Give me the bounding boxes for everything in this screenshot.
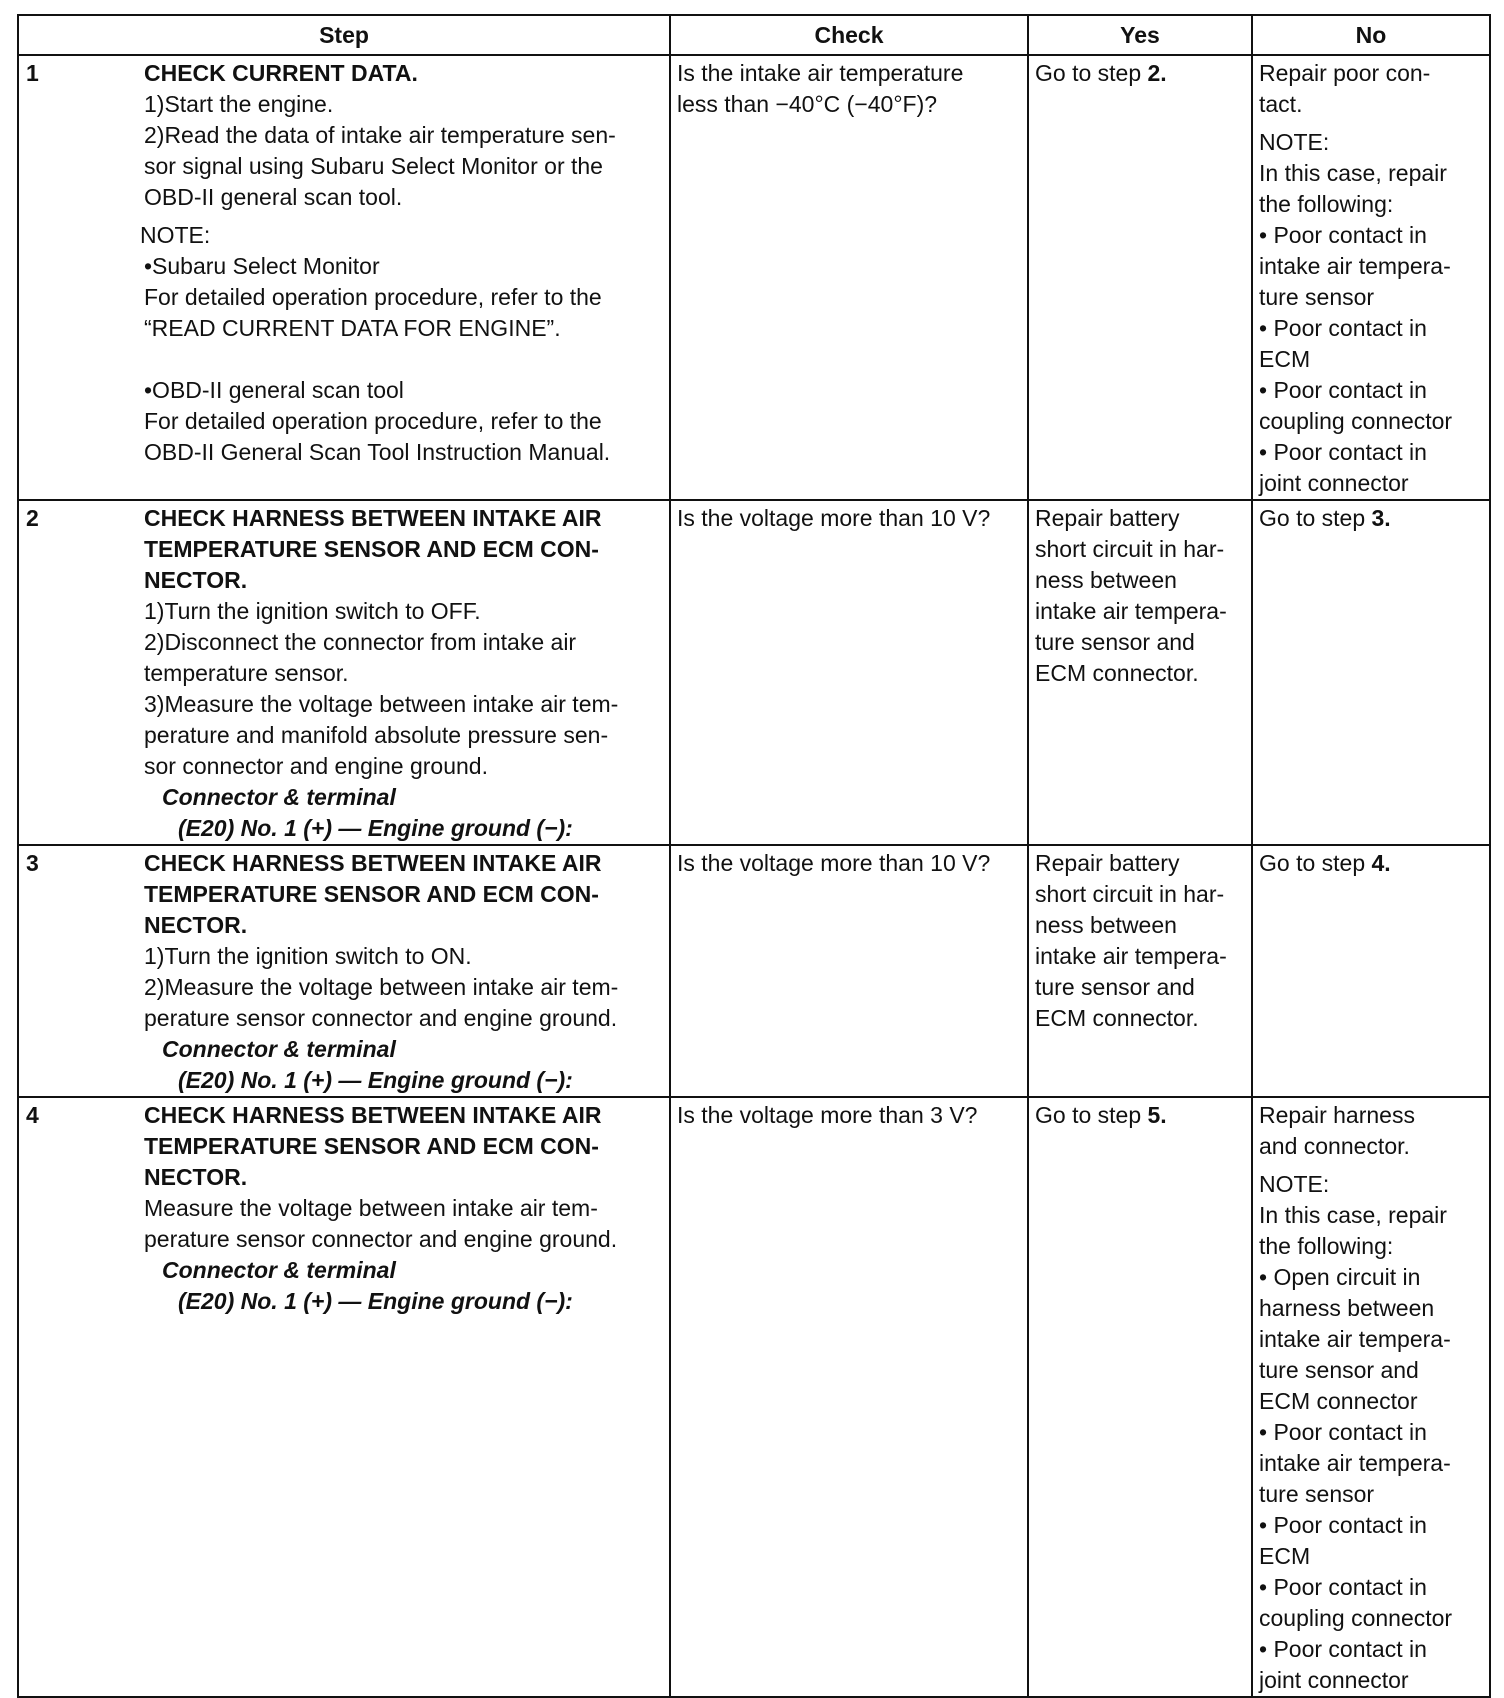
check-line: Is the voltage more than 10 V? [677, 505, 991, 531]
yes-text: Go to step [1035, 60, 1148, 86]
no-text: Go to step [1259, 505, 1372, 531]
step-cell [18, 55, 670, 500]
no-bullet: • Poor contact in [1259, 313, 1483, 344]
no-bullet-cont: ECM [1259, 1543, 1311, 1569]
header-step: Step [18, 15, 670, 55]
check-cell [670, 500, 1028, 845]
yes-line: Repair battery [1035, 505, 1180, 531]
no-bullet-cont: joint connector [1259, 1667, 1409, 1693]
step-line: OBD-II general scan tool. [144, 184, 403, 210]
table-row [18, 1097, 1490, 1697]
connector-heading: Connector & terminal [162, 1036, 396, 1062]
yes-line: short circuit in har- [1035, 881, 1225, 907]
step-title: NECTOR. [144, 1164, 248, 1190]
step-line: 1)Turn the ignition switch to OFF. [144, 598, 481, 624]
yes-text: Go to step [1035, 1102, 1148, 1128]
yes-cell [1028, 500, 1252, 845]
no-bullet-cont: coupling connector [1259, 1605, 1453, 1631]
no-note-label: NOTE: [1259, 1171, 1330, 1197]
no-bullet-cont: harness between [1259, 1295, 1435, 1321]
diagnostic-table [17, 14, 1491, 1698]
table-row [18, 845, 1490, 1097]
check-line: Is the voltage more than 3 V? [677, 1102, 978, 1128]
step-number: 3 [26, 850, 39, 876]
no-line: Repair harness [1259, 1102, 1415, 1128]
step-line: 1)Start the engine. [144, 91, 334, 117]
connector-heading: Connector & terminal [162, 784, 396, 810]
note-line: For detailed operation procedure, refer to the [144, 408, 602, 434]
step-line: perature and manifold absolute pressure sen- [144, 722, 609, 748]
no-bullet: • Poor contact in [1259, 220, 1483, 251]
step-title: NECTOR. [144, 912, 248, 938]
step-line: 1)Turn the ignition switch to ON. [144, 943, 472, 969]
check-cell [670, 1097, 1028, 1697]
step-line: perature sensor connector and engine ground. [144, 1005, 618, 1031]
step-cell [18, 845, 670, 1097]
header-row [18, 15, 1490, 55]
step-title: CHECK CURRENT DATA. [144, 60, 418, 86]
step-line: 2)Read the data of intake air temperature sen- [144, 122, 616, 148]
no-bullet: • Poor contact in [1259, 1634, 1483, 1665]
step-title: TEMPERATURE SENSOR AND ECM CON- [144, 881, 599, 907]
check-line: Is the voltage more than 10 V? [677, 850, 991, 876]
no-bullet-cont: ture sensor [1259, 284, 1375, 310]
no-cell [1252, 1097, 1490, 1697]
no-bullet: • Poor contact in [1259, 1510, 1483, 1541]
yes-line: ECM connector. [1035, 660, 1199, 686]
connector-terminal: (E20) No. 1 (+) — Engine ground (−): [178, 815, 573, 841]
step-line: sor signal using Subaru Select Monitor or the [144, 153, 603, 179]
step-number: 1 [26, 60, 39, 86]
check-cell [670, 845, 1028, 1097]
note-line: “READ CURRENT DATA FOR ENGINE”. [144, 315, 561, 341]
no-bullet-cont: coupling connector [1259, 408, 1453, 434]
connector-heading: Connector & terminal [162, 1257, 396, 1283]
yes-line: ture sensor and [1035, 974, 1195, 1000]
step-title: TEMPERATURE SENSOR AND ECM CON- [144, 1133, 599, 1159]
yes-line: ture sensor and [1035, 629, 1195, 655]
no-line: and connector. [1259, 1133, 1410, 1159]
step-line: 3)Measure the voltage between intake air tem- [144, 691, 619, 717]
table-row [18, 500, 1490, 845]
header-no: No [1252, 15, 1490, 55]
step-title: CHECK HARNESS BETWEEN INTAKE AIR [144, 1102, 602, 1128]
no-note-line: In this case, repair [1259, 1202, 1447, 1228]
no-cell [1252, 500, 1490, 845]
no-bullet: • Poor contact in [1259, 1417, 1483, 1448]
step-title: CHECK HARNESS BETWEEN INTAKE AIR [144, 505, 602, 531]
no-bullet-cont: ECM connector [1259, 1388, 1418, 1414]
no-bullet-cont: joint connector [1259, 470, 1409, 496]
yes-step-ref: 2. [1147, 60, 1167, 86]
no-note-line: the following: [1259, 191, 1394, 217]
no-text: Go to step [1259, 850, 1372, 876]
no-bullet: • Poor contact in [1259, 375, 1483, 406]
yes-line: short circuit in har- [1035, 536, 1225, 562]
step-line: perature sensor connector and engine ground. [144, 1226, 618, 1252]
yes-line: intake air tempera- [1035, 598, 1227, 624]
connector-terminal: (E20) No. 1 (+) — Engine ground (−): [178, 1067, 573, 1093]
no-bullet-cont: ture sensor [1259, 1481, 1375, 1507]
step-line: temperature sensor. [144, 660, 349, 686]
step-line: 2)Disconnect the connector from intake air [144, 629, 577, 655]
note-line: For detailed operation procedure, refer to the [144, 284, 602, 310]
note-label: NOTE: [140, 222, 211, 248]
yes-cell [1028, 55, 1252, 500]
table-row [18, 55, 1490, 500]
yes-line: intake air tempera- [1035, 943, 1227, 969]
no-cell [1252, 845, 1490, 1097]
step-number: 2 [26, 505, 39, 531]
check-cell [670, 55, 1028, 500]
note-line: •Subaru Select Monitor [144, 253, 380, 279]
no-bullet-cont: ECM [1259, 346, 1311, 372]
no-step-ref: 4. [1371, 850, 1391, 876]
no-cell [1252, 55, 1490, 500]
yes-cell [1028, 845, 1252, 1097]
step-title: CHECK HARNESS BETWEEN INTAKE AIR [144, 850, 602, 876]
no-bullet: • Poor contact in [1259, 1572, 1483, 1603]
connector-terminal: (E20) No. 1 (+) — Engine ground (−): [178, 1288, 573, 1314]
no-bullet-cont: intake air tempera- [1259, 1326, 1451, 1352]
check-line: Is the intake air temperature [677, 60, 964, 86]
yes-cell [1028, 1097, 1252, 1697]
no-bullet-cont: intake air tempera- [1259, 1450, 1451, 1476]
no-bullet: • Poor contact in [1259, 437, 1483, 468]
yes-line: ECM connector. [1035, 1005, 1199, 1031]
no-step-ref: 3. [1371, 505, 1391, 531]
no-line: Repair poor con- [1259, 60, 1431, 86]
yes-line: ness between [1035, 567, 1177, 593]
no-note-label: NOTE: [1259, 129, 1330, 155]
step-line: Measure the voltage between intake air tem- [144, 1195, 598, 1221]
note-line: •OBD-II general scan tool [144, 377, 404, 403]
header-check: Check [670, 15, 1028, 55]
note-line: OBD-II General Scan Tool Instruction Manual. [144, 439, 611, 465]
step-number: 4 [26, 1102, 39, 1128]
no-bullet: • Open circuit in [1259, 1262, 1483, 1293]
no-bullet-cont: intake air tempera- [1259, 253, 1451, 279]
step-line: 2)Measure the voltage between intake air tem- [144, 974, 619, 1000]
step-title: NECTOR. [144, 567, 248, 593]
check-line: less than −40°C (−40°F)? [677, 91, 938, 117]
no-line: tact. [1259, 91, 1303, 117]
no-bullet-cont: ture sensor and [1259, 1357, 1419, 1383]
no-note-line: the following: [1259, 1233, 1394, 1259]
no-note-line: In this case, repair [1259, 160, 1447, 186]
step-line: sor connector and engine ground. [144, 753, 488, 779]
step-title: TEMPERATURE SENSOR AND ECM CON- [144, 536, 599, 562]
step-cell [18, 500, 670, 845]
yes-step-ref: 5. [1147, 1102, 1167, 1128]
yes-line: ness between [1035, 912, 1177, 938]
header-yes: Yes [1028, 15, 1252, 55]
step-cell [18, 1097, 670, 1697]
yes-line: Repair battery [1035, 850, 1180, 876]
